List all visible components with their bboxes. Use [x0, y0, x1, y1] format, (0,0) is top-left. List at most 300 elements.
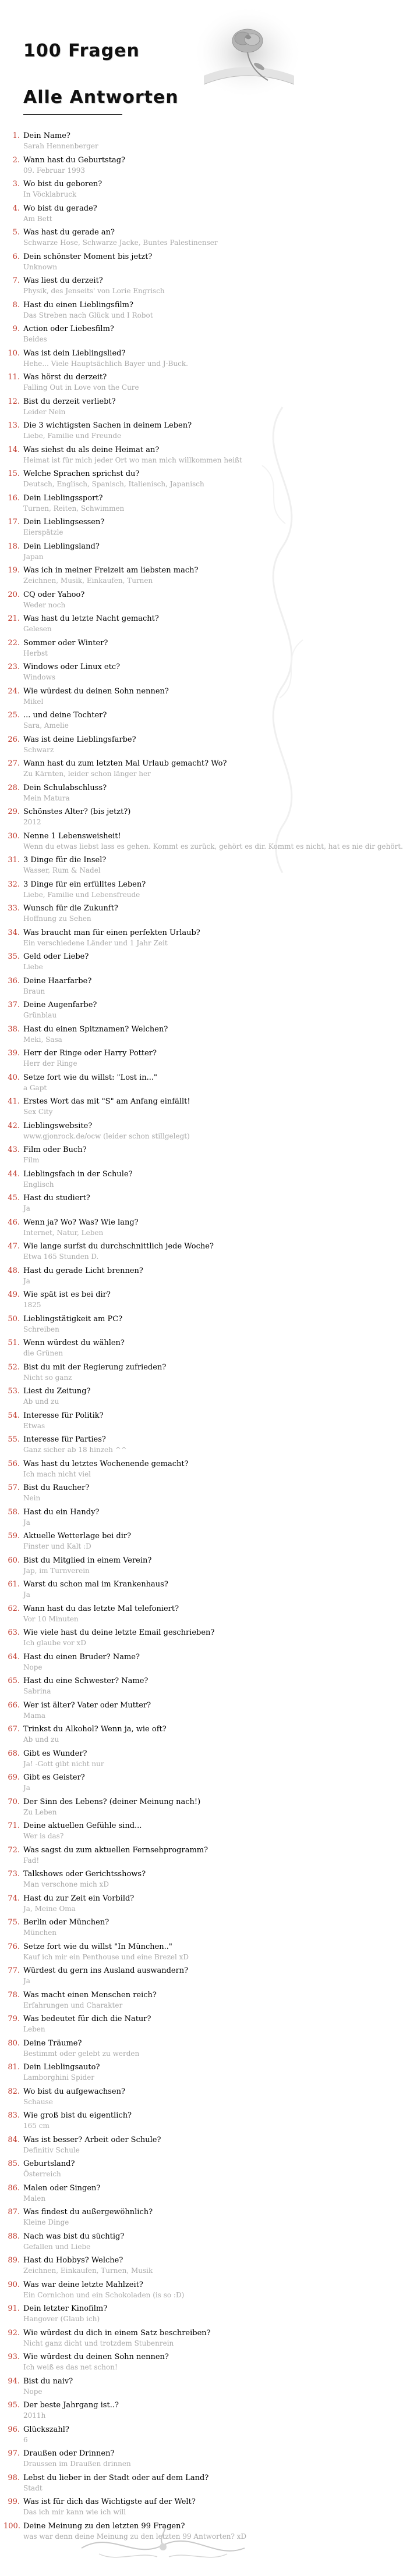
- qa-item: [0, 1747, 326, 1771]
- question-number: 57.: [8, 1483, 20, 1492]
- qa-item: [0, 1699, 326, 1723]
- question-number: 37.: [8, 1001, 20, 1009]
- qa-item: [0, 1988, 326, 2013]
- question-text: Was hast du letzte Nacht gemacht?: [23, 614, 159, 623]
- question-text: Wo bist du gerade?: [23, 204, 97, 213]
- answer-text: Schwarz: [23, 745, 54, 754]
- question-number: 61.: [8, 1580, 20, 1589]
- question-number: 34.: [8, 928, 20, 937]
- answer-text: Deutsch, Englisch, Spanisch, Italienisch, Japanisch: [23, 480, 204, 488]
- question-text: Was macht einen Menschen reich?: [23, 1990, 157, 1999]
- question-number: 40.: [8, 1073, 20, 1082]
- answer-text: Vor 10 Minuten: [23, 1614, 79, 1623]
- qa-item: [0, 1481, 326, 1506]
- question-text: Wann hast du Geburtstag?: [23, 155, 125, 165]
- answer-text: Hehe... Viele Hauptsächlich Bayer und J-Buck.: [23, 359, 188, 368]
- question-text: 3 Dinge für die Insel?: [23, 856, 107, 864]
- header: [0, 0, 326, 128]
- answer-text: Das Streben nach Glück und I Robot: [23, 311, 153, 319]
- answer-text: In Vöcklabruck: [23, 190, 77, 198]
- question-text: Lieblingswebsite?: [23, 1121, 93, 1130]
- question-text: Hast du studiert?: [23, 1194, 90, 1202]
- question-number: 8.: [12, 300, 20, 309]
- answer-text: Ich glaube vor xD: [23, 1639, 86, 1647]
- question-text: Wo bist du aufgewachsen?: [23, 2087, 125, 2096]
- question-number: 5.: [12, 228, 20, 237]
- rose-book-illustration: [192, 6, 303, 99]
- answer-text: Ich mach nicht viel: [23, 1470, 91, 1478]
- qa-item: [0, 322, 326, 347]
- qa-item: [0, 1626, 326, 1650]
- question-number: 32.: [8, 880, 20, 889]
- qa-item: [0, 1844, 326, 1868]
- question-text: Bist du Mitglied in einem Verein?: [23, 1556, 152, 1565]
- qa-item: [0, 588, 326, 613]
- question-number: 70.: [8, 1797, 20, 1806]
- question-number: 36.: [8, 976, 20, 985]
- qa-item: [0, 2471, 326, 2496]
- answer-text: 09. Februar 1993: [23, 166, 86, 175]
- question-text: Deine Augenfarbe?: [23, 1001, 97, 1009]
- qa-item: [0, 926, 326, 951]
- answer-text: Ich weiß es das net schon!: [23, 2363, 118, 2371]
- question-text: Berlin oder München?: [23, 1918, 109, 1927]
- question-number: 38.: [8, 1024, 20, 1034]
- qa-item: [0, 2350, 326, 2375]
- qa-item: [0, 226, 326, 250]
- question-text: Was hast du gerade an?: [23, 228, 115, 237]
- question-number: 81.: [8, 2063, 20, 2072]
- question-number: 71.: [8, 1821, 20, 1830]
- answer-text: Sarah Hennenberger: [23, 142, 98, 150]
- question-text: Dein Lieblingsauto?: [23, 2063, 100, 2072]
- question-number: 6.: [12, 252, 20, 261]
- question-number: 56.: [8, 1459, 20, 1468]
- qa-item: [0, 177, 326, 202]
- qa-item: [0, 1602, 326, 1627]
- question-number: 17.: [8, 518, 20, 526]
- question-number: 63.: [8, 1628, 20, 1637]
- question-number: 54.: [8, 1411, 20, 1420]
- answer-text: Japan: [23, 552, 44, 561]
- question-number: 72.: [8, 1845, 20, 1855]
- qa-item: [0, 636, 326, 661]
- question-text: Was liest du derzeit?: [23, 276, 103, 285]
- answer-text: Ab und zu: [23, 1397, 59, 1406]
- question-number: 23.: [8, 663, 20, 671]
- answer-text: Ja: [23, 1784, 30, 1792]
- qa-item: [0, 2085, 326, 2109]
- answer-text: Jap, im Turnverein: [23, 1566, 90, 1575]
- answer-text: Österreich: [23, 2170, 61, 2178]
- answer-text: Hangover (Glaub ich): [23, 2315, 100, 2323]
- answer-text: Heimat ist für mich jeder Ort wo man mich willkommen heißt: [23, 456, 242, 464]
- question-number: 51.: [8, 1339, 20, 1347]
- question-text: Nenne 1 Lebensweisheit!: [23, 831, 121, 841]
- question-text: Windows oder Linux etc?: [23, 663, 121, 671]
- answer-text: Sex City: [23, 1108, 53, 1116]
- qa-item: [0, 1264, 326, 1289]
- question-number: 77.: [8, 1966, 20, 1975]
- question-number: 50.: [8, 1314, 20, 1323]
- question-number: 64.: [8, 1652, 20, 1661]
- answer-text: 2011h: [23, 2411, 46, 2420]
- answer-text: Stadt: [23, 2484, 43, 2492]
- question-text: Was war deine letzte Mahlzeit?: [23, 2280, 143, 2289]
- question-text: Wer ist älter? Vater oder Mutter?: [23, 1700, 151, 1710]
- question-text: Wie lange surfst du durchschnittlich jede Woche?: [23, 1242, 214, 1251]
- question-text: Lieblingsfach in der Schule?: [23, 1169, 133, 1179]
- question-number: 4.: [12, 204, 20, 213]
- answer-text: 165 cm: [23, 2122, 50, 2130]
- answer-text: Turnen, Reiten, Schwimmen: [23, 504, 125, 513]
- question-text: Was siehst du als deine Heimat an?: [23, 445, 160, 454]
- answer-text: Zu Kärnten, leider schon länger her: [23, 770, 151, 778]
- qa-item: [0, 1819, 326, 1844]
- question-text: Geld oder Liebe?: [23, 952, 89, 961]
- answer-text: Grünblau: [23, 1011, 57, 1019]
- qa-item: [0, 540, 326, 564]
- qa-item: [0, 998, 326, 1023]
- answer-text: Sara, Amelie: [23, 721, 69, 730]
- question-number: 60.: [8, 1556, 20, 1565]
- answer-text: Kauf ich mir ein Penthouse und eine Brezel xD: [23, 1952, 189, 1961]
- answer-text: Nope: [23, 2387, 43, 2396]
- answer-text: Wenn du etwas liebst lass es gehen. Kommt es zurück, gehört es dir. Kommt es nicht, hat es nie dir gehört.: [23, 842, 403, 851]
- question-number: 27.: [8, 759, 20, 768]
- question-text: Deine aktuellen Gefühle sind...: [23, 1821, 142, 1830]
- question-text: Trinkst du Alkohol? Wenn ja, wie oft?: [23, 1725, 167, 1734]
- question-text: Hast du gerade Licht brennen?: [23, 1266, 143, 1275]
- answer-text: Kleine Dinge: [23, 2218, 69, 2226]
- answer-text: Ja: [23, 1204, 30, 1212]
- question-number: 42.: [8, 1121, 20, 1130]
- question-number: 12.: [8, 397, 20, 406]
- question-text: Welche Sprachen sprichst du?: [23, 469, 140, 478]
- qa-item: [0, 202, 326, 226]
- qa-item: [0, 2399, 326, 2423]
- qa-item: [0, 2037, 326, 2061]
- question-text: Gibt es Geister?: [23, 1773, 85, 1782]
- qa-item: [0, 2205, 326, 2230]
- qa-item: [0, 1916, 326, 1940]
- question-number: 59.: [8, 1532, 20, 1540]
- question-number: 24.: [8, 686, 20, 696]
- qa-item: [0, 1288, 326, 1312]
- answer-text: Film: [23, 1156, 40, 1164]
- question-number: 43.: [8, 1145, 20, 1154]
- qa-item: [0, 467, 326, 492]
- question-number: 52.: [8, 1362, 20, 1372]
- answer-text: Liebe: [23, 963, 43, 971]
- qa-item: [0, 2109, 326, 2133]
- qa-item: [0, 805, 326, 830]
- qa-item: [0, 1095, 326, 1119]
- question-number: 15.: [8, 469, 20, 478]
- question-text: Hast du eine Schwester? Name?: [23, 1677, 149, 1685]
- answer-text: www.gjonrock.de/ocw (leider schon stillgelegt): [23, 1132, 190, 1140]
- answer-text: Zu Leben: [23, 1808, 57, 1816]
- qa-item: [0, 950, 326, 974]
- question-text: Liest du Zeitung?: [23, 1387, 91, 1396]
- question-text: Wenn würdest du wählen?: [23, 1339, 125, 1347]
- qa-item: [0, 709, 326, 733]
- qa-item: [0, 564, 326, 588]
- question-text: Erstes Wort das mit "S" am Anfang einfällt!: [23, 1097, 190, 1106]
- question-number: 48.: [8, 1266, 20, 1275]
- qa-item: [0, 2278, 326, 2303]
- answer-text: Gefallen und Liebe: [23, 2242, 91, 2251]
- question-number: 68.: [8, 1749, 20, 1758]
- question-number: 29.: [8, 807, 20, 816]
- question-text: Dein Lieblingsland?: [23, 542, 100, 551]
- question-text: Bist du naiv?: [23, 2376, 73, 2386]
- question-number: 82.: [8, 2087, 20, 2096]
- question-number: 62.: [8, 1604, 20, 1613]
- question-text: Der Sinn des Lebens? (deiner Meinung nach!): [23, 1797, 201, 1806]
- question-number: 67.: [8, 1725, 20, 1734]
- answer-text: Bestimmt oder gelebt zu werden: [23, 2049, 140, 2058]
- answer-text: Ja: [23, 1518, 30, 1527]
- qa-item: [0, 250, 326, 275]
- answer-text: Weder noch: [23, 600, 66, 609]
- qa-item: [0, 492, 326, 516]
- answer-text: Malen: [23, 2194, 46, 2203]
- answer-text: Mein Matura: [23, 794, 70, 802]
- answer-text: Herr der Ringe: [23, 1059, 77, 1068]
- question-number: 95.: [8, 2401, 20, 2410]
- question-text: Was sagst du zum aktuellen Fernsehprogramm?: [23, 1845, 208, 1855]
- question-text: Sommer oder Winter?: [23, 638, 108, 647]
- qa-item: [0, 1554, 326, 1578]
- question-text: Der beste Jahrgang ist..?: [23, 2401, 119, 2410]
- question-number: 92.: [8, 2328, 20, 2337]
- qa-item: [0, 1168, 326, 1192]
- question-text: Dein schönster Moment bis jetzt?: [23, 252, 153, 261]
- qa-item: [0, 1578, 326, 1602]
- question-text: Dein letzter Kinofilm?: [23, 2304, 108, 2313]
- answer-text: Nope: [23, 1663, 43, 1671]
- question-text: Hast du zur Zeit ein Vorbild?: [23, 1894, 135, 1903]
- answer-text: 2012: [23, 818, 41, 826]
- qa-item: [0, 1119, 326, 1144]
- answer-text: Falling Out in Love von the Cure: [23, 383, 139, 392]
- question-number: 58.: [8, 1507, 20, 1517]
- question-number: 11.: [8, 373, 20, 382]
- answer-text: Physik, des Jenseits' von Lorie Engrisch: [23, 287, 165, 295]
- question-number: 16.: [8, 493, 20, 503]
- qa-item: [0, 974, 326, 999]
- qa-item: [0, 781, 326, 806]
- answer-text: Herbst: [23, 649, 48, 657]
- question-number: 25.: [8, 711, 20, 720]
- question-number: 87.: [8, 2208, 20, 2216]
- question-text: Wann hast du das letzte Mal telefoniert?: [23, 1604, 179, 1613]
- question-number: 39.: [8, 1049, 20, 1058]
- question-text: Herr der Ringe oder Harry Potter?: [23, 1049, 157, 1058]
- qa-item: [0, 733, 326, 757]
- question-number: 100.: [3, 2521, 20, 2531]
- page-subtitle: Alle Antworten: [23, 87, 179, 108]
- question-list: [0, 129, 403, 2543]
- qa-item: [0, 1361, 326, 1385]
- question-number: 35.: [8, 952, 20, 961]
- answer-text: Mikel: [23, 697, 44, 706]
- answer-text: Hoffnung zu Sehen: [23, 915, 91, 923]
- answer-text: Fad!: [23, 1856, 40, 1865]
- qa-item: [0, 1312, 326, 1337]
- question-text: Dein Lieblingsessen?: [23, 518, 105, 526]
- answer-text: Liebe, Familie und Lebensfreude: [23, 890, 140, 899]
- answer-text: Englisch: [23, 1180, 54, 1189]
- qa-item: [0, 853, 326, 878]
- question-text: Draußen oder Drinnen?: [23, 2449, 115, 2458]
- question-text: Was bedeutet für dich die Natur?: [23, 2015, 151, 2023]
- question-number: 88.: [8, 2232, 20, 2241]
- question-text: ... und deine Tochter?: [23, 711, 107, 720]
- answer-text: Lamborghini Spider: [23, 2073, 95, 2082]
- qa-item: [0, 2182, 326, 2206]
- question-number: 30.: [8, 831, 20, 841]
- qa-item: [0, 1940, 326, 1965]
- qa-item: [0, 1047, 326, 1071]
- question-number: 97.: [8, 2449, 20, 2458]
- question-number: 19.: [8, 566, 20, 575]
- qa-item: [0, 1240, 326, 1264]
- qa-item: [0, 1023, 326, 1047]
- answer-text: die Grünen: [23, 1349, 63, 1357]
- answer-text: Finster und Kalt :D: [23, 1542, 91, 1550]
- answer-text: Eierspätzle: [23, 528, 63, 536]
- answer-text: Beides: [23, 335, 47, 343]
- qa-item: [0, 757, 326, 781]
- qa-item: [0, 1385, 326, 1409]
- answer-text: Etwas: [23, 1421, 45, 1430]
- question-text: Setze fort wie du willst: "Lost in...": [23, 1073, 158, 1082]
- qa-item: [0, 443, 326, 468]
- question-number: 41.: [8, 1097, 20, 1106]
- answer-text: a Gapt: [23, 1083, 47, 1092]
- answer-text: Nein: [23, 1494, 41, 1502]
- answer-text: Zeichnen, Einkaufen, Turnen, Musik: [23, 2267, 153, 2275]
- qa-item: [0, 1433, 326, 1457]
- answer-text: Nicht so ganz: [23, 1373, 72, 1382]
- question-text: Deine Träume?: [23, 2038, 82, 2048]
- question-text: Wie groß bist du eigentlich?: [23, 2111, 132, 2120]
- question-number: 22.: [8, 638, 20, 647]
- qa-item: [0, 515, 326, 540]
- question-number: 78.: [8, 1990, 20, 1999]
- question-text: Hast du einen Spitznamen? Welchen?: [23, 1024, 168, 1034]
- answer-text: Wer is das?: [23, 1832, 64, 1840]
- answer-text: Sabrina: [23, 1687, 51, 1695]
- question-number: 96.: [8, 2425, 20, 2434]
- title-underline: [23, 114, 122, 115]
- question-number: 46.: [8, 1218, 20, 1227]
- question-number: 69.: [8, 1773, 20, 1782]
- question-number: 83.: [8, 2111, 20, 2120]
- question-number: 33.: [8, 904, 20, 913]
- footer-ornament: [76, 2525, 250, 2566]
- answer-text: Meki, Sasa: [23, 1035, 62, 1044]
- qa-item: [0, 274, 326, 298]
- answer-text: Windows: [23, 673, 56, 681]
- question-text: Bist du derzeit verliebt?: [23, 397, 116, 406]
- question-text: Nach was bist du süchtig?: [23, 2232, 125, 2241]
- question-text: Interesse für Parties?: [23, 1435, 106, 1444]
- answer-text: Leben: [23, 2025, 45, 2033]
- question-number: 1.: [12, 131, 20, 140]
- question-number: 91.: [8, 2304, 20, 2313]
- question-number: 73.: [8, 1870, 20, 1878]
- question-number: 3.: [12, 180, 20, 188]
- question-number: 79.: [8, 2015, 20, 2023]
- question-text: Wenn ja? Wo? Was? Wie lang?: [23, 1218, 139, 1227]
- answer-text: Draussen im Draußen drinnen: [23, 2460, 131, 2468]
- question-number: 31.: [8, 856, 20, 864]
- question-number: 2.: [12, 155, 20, 165]
- question-number: 7.: [12, 276, 20, 285]
- question-text: Was ist dein Lieblingslied?: [23, 348, 126, 358]
- qa-item: [0, 660, 326, 685]
- question-text: Hast du einen Bruder? Name?: [23, 1652, 140, 1661]
- answer-text: Erfahrungen und Charakter: [23, 2001, 123, 2009]
- qa-item: [0, 878, 326, 902]
- question-number: 98.: [8, 2473, 20, 2482]
- question-number: 65.: [8, 1677, 20, 1685]
- question-text: Interesse für Politik?: [23, 1411, 104, 1420]
- question-number: 28.: [8, 783, 20, 792]
- qa-item: [0, 830, 403, 854]
- answer-text: Ja: [23, 1977, 30, 1985]
- question-text: Dein Name?: [23, 131, 70, 140]
- qa-item: [0, 1771, 326, 1795]
- qa-item: [0, 2012, 326, 2037]
- qa-item: [0, 1867, 326, 1892]
- qa-item: [0, 1071, 326, 1095]
- question-text: CQ oder Yahoo?: [23, 590, 85, 599]
- answer-text: Etwa 165 Stunden D.: [23, 1253, 99, 1261]
- qa-item: [0, 2375, 326, 2399]
- answer-text: Ein Cornichon und ein Schokoladen (is so :D): [23, 2290, 185, 2299]
- answer-text: Schwarze Hose, Schwarze Jacke, Buntes Palestinenser: [23, 239, 218, 247]
- question-text: Dein Schulabschluss?: [23, 783, 107, 792]
- answer-text: München: [23, 1929, 57, 1937]
- question-text: Was findest du außergewöhnlich?: [23, 2208, 153, 2216]
- qa-item: [0, 2254, 326, 2278]
- qa-item: [0, 685, 326, 709]
- qa-item: [0, 154, 326, 178]
- question-text: Talkshows oder Gerichtsshows?: [23, 1870, 146, 1878]
- answer-text: Ein verschiedene Länder und 1 Jahr Zeit: [23, 938, 168, 947]
- qa-item: [0, 129, 326, 154]
- question-text: Wie viele hast du deine letzte Email geschrieben?: [23, 1628, 215, 1637]
- question-text: Gibt es Wunder?: [23, 1749, 87, 1758]
- qa-item: [0, 1964, 326, 1988]
- qa-item: [0, 1795, 326, 1820]
- question-number: 9.: [12, 325, 20, 333]
- question-text: Wann hast du zum letzten Mal Urlaub gemacht? Wo?: [23, 759, 227, 768]
- question-number: 93.: [8, 2353, 20, 2361]
- qa-item: [0, 1409, 326, 1433]
- qa-item: [0, 902, 326, 926]
- question-text: Film oder Buch?: [23, 1145, 87, 1154]
- question-text: Was hast du letztes Wochenende gemacht?: [23, 1459, 189, 1468]
- qa-item: [0, 395, 326, 419]
- question-text: Malen oder Singen?: [23, 2183, 101, 2193]
- qa-item: [0, 347, 326, 371]
- qa-item: [0, 419, 326, 443]
